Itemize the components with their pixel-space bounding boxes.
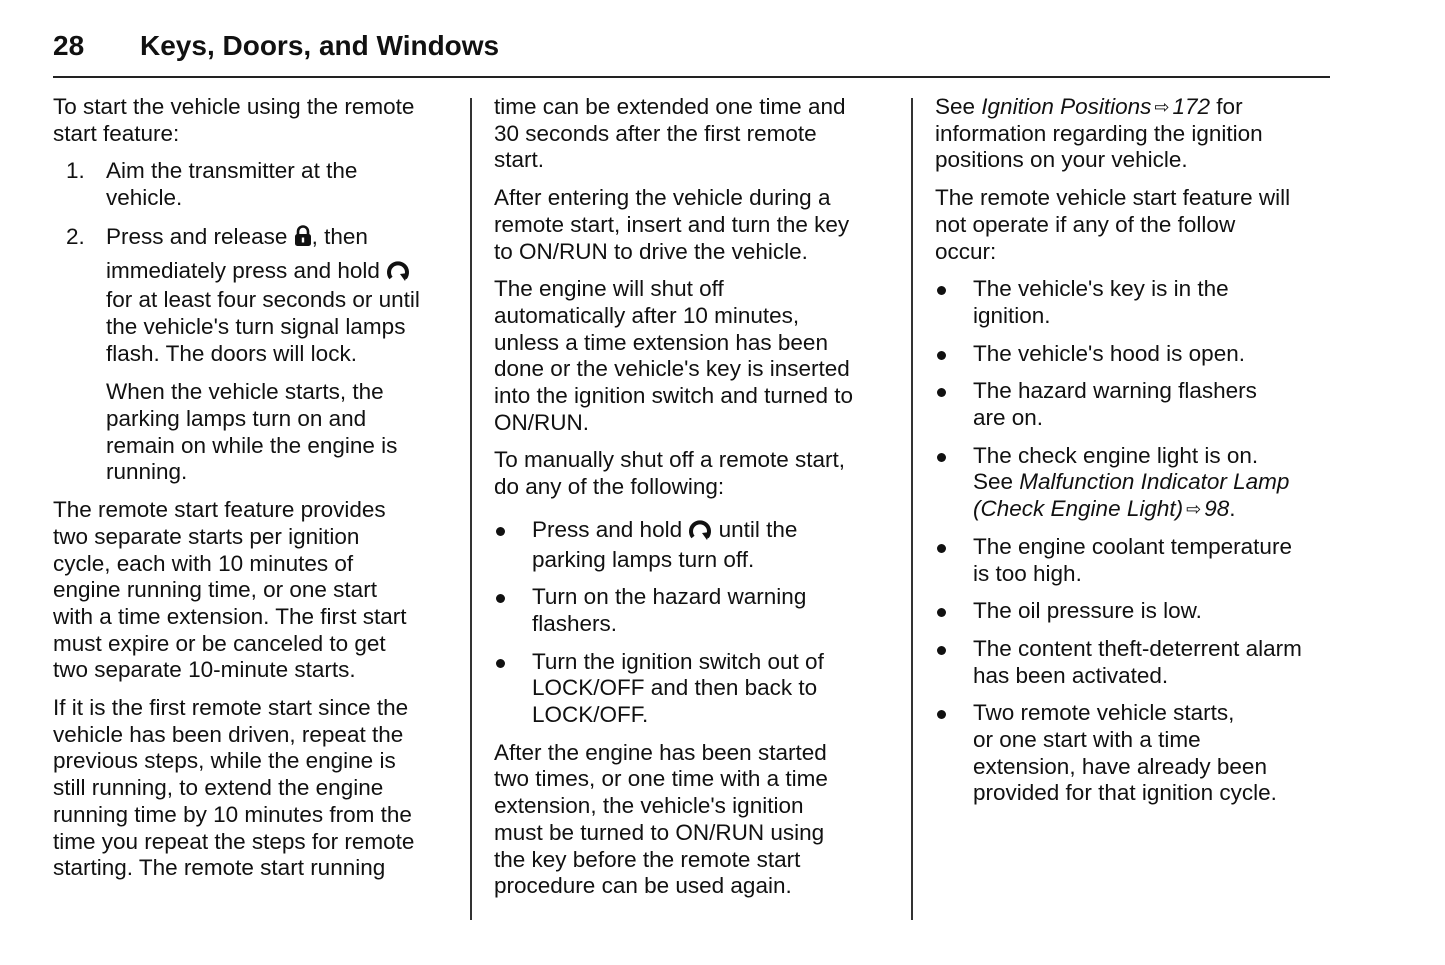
- intro-paragraph: To start the vehicle using the remote start feature:: [53, 94, 415, 146]
- step-1: 1. Aim the transmitter at the vehicle.: [66, 158, 358, 211]
- bullet-icon: [937, 646, 946, 655]
- section-title: Keys, Doors, and Windows: [140, 30, 500, 61]
- bullet-icon: [496, 594, 505, 603]
- column-divider: [911, 98, 913, 920]
- page-reference[interactable]: 98: [1204, 496, 1230, 522]
- bullet-icon: [937, 710, 946, 719]
- paragraph: The engine will shut off automatically after 10 minutes, unless a time extension has been done or the vehicle's key is inserted into the ignition switch and turned to ON/RUN.: [494, 276, 853, 435]
- bullet-item: Turn the ignition switch out of LOCK/OFF and then back to LOCK/OFF.: [494, 649, 894, 729]
- bullet-icon: [937, 608, 946, 617]
- arrow-right-icon: ⇨: [1186, 499, 1202, 520]
- paragraph: If it is the first remote start since the vehicle has been driven, repeat the previous steps, while the engine is still running, to extend the engine running time by 10 minutes from the time you repeat the steps for remote starting. The remote start running: [53, 695, 415, 881]
- page-header: [53, 28, 1330, 78]
- page-reference[interactable]: 172: [1172, 94, 1211, 119]
- paragraph: The remote vehicle start feature will not operate if any of the follow occur:: [935, 185, 1291, 264]
- bullet-icon: [937, 286, 946, 295]
- bullet-icon: [937, 388, 946, 397]
- column-divider: [470, 98, 472, 920]
- bullet-item: Two remote vehicle starts, or one start with a time extension, have already been provided for that ignition cycle.: [935, 700, 1335, 807]
- cross-reference-link[interactable]: (Check Engine Light): [973, 496, 1184, 522]
- bullet-icon: [496, 527, 505, 536]
- bullet-item: The vehicle's hood is open.: [935, 341, 1335, 368]
- paragraph: The remote start feature provides two separate starts per ignition cycle, each with 10 minutes of engine running time, or one start with a time extension. The first start must expire or be canceled to get two separate 10-minute starts.: [53, 497, 407, 683]
- bullet-item: The check engine light is on. See Malfunction Indicator Lamp (Check Engine Light) ⇨ 98.: [935, 443, 1335, 523]
- paragraph: After entering the vehicle during a remote start, insert and turn the key to ON/RUN to drive the vehicle.: [494, 185, 850, 264]
- paragraph: time can be extended one time and 30 seconds after the first remote start.: [494, 94, 846, 173]
- column-1: [53, 94, 453, 893]
- arrow-right-icon: ⇨: [1154, 97, 1170, 117]
- paragraph: See Ignition Positions ⇨ 172 for information regarding the ignition positions on your vehicle.: [935, 94, 1263, 173]
- step-2: 2. Press and release , then immediately press and hold for at least four seconds or until the vehicle's turn signal lamps flash. The doors will lock.: [66, 223, 420, 366]
- remote-start-icon: [386, 259, 410, 288]
- bullet-icon: [937, 544, 946, 553]
- bullet-item: The engine coolant temperature is too high.: [935, 534, 1335, 587]
- cross-reference-link[interactable]: Malfunction Indicator Lamp: [1019, 469, 1290, 495]
- remote-start-icon: [688, 518, 712, 547]
- bullet-item: The oil pressure is low.: [935, 598, 1335, 625]
- paragraph: To manually shut off a remote start, do any of the following:: [494, 447, 846, 500]
- bullet-item: Turn on the hazard warning flashers.: [494, 584, 894, 637]
- page-number: 28: [53, 30, 85, 61]
- lock-icon: [294, 225, 312, 254]
- bullet-icon: [937, 351, 946, 360]
- bullet-icon: [496, 659, 505, 668]
- bullet-item: The content theft-deterrent alarm has been activated.: [935, 636, 1335, 689]
- column-2: [494, 94, 894, 911]
- cross-reference-link[interactable]: Ignition Positions: [981, 94, 1152, 119]
- bullet-item: The vehicle's key is in the ignition.: [935, 276, 1335, 329]
- bullet-icon: [937, 453, 946, 462]
- paragraph: After the engine has been started two times, or one time with a time extension, the vehicle's ignition must be turned to ON/RUN using the key before the remote start procedure can be used again.: [494, 739, 828, 899]
- bullet-item: The hazard warning flashers are on.: [935, 378, 1335, 431]
- column-3: [935, 94, 1335, 818]
- bullet-item: Press and hold until the parking lamps turn off.: [494, 517, 894, 573]
- step-2-note: When the vehicle starts, the parking lamps turn on and remain on while the engine is running.: [106, 379, 398, 485]
